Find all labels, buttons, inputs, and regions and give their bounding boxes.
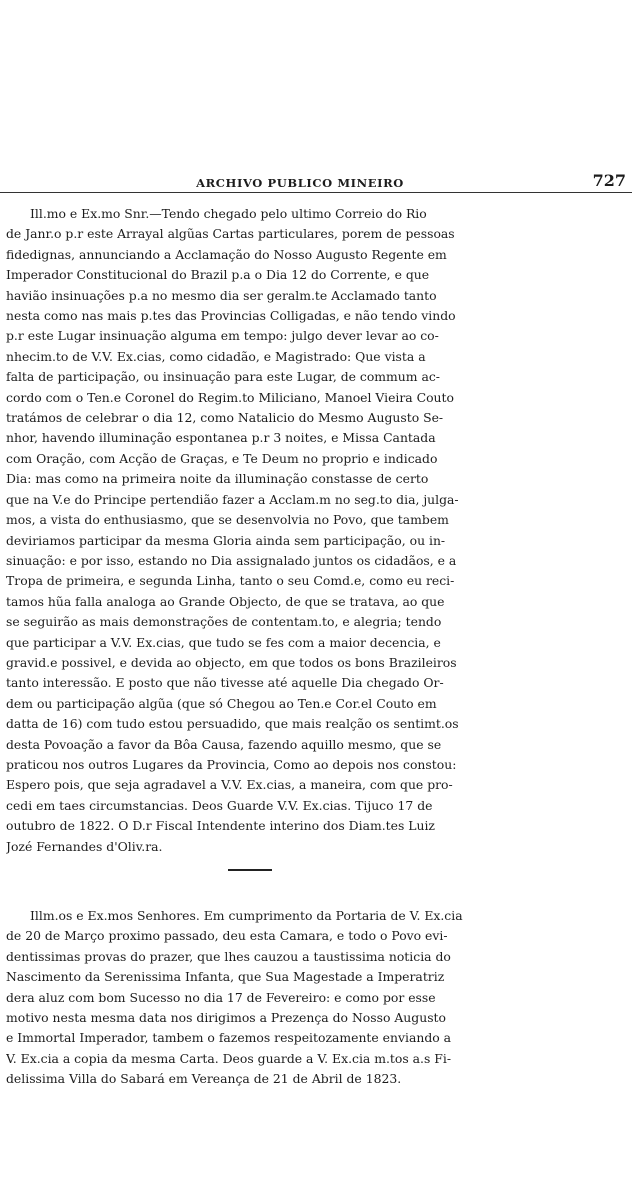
header-rule <box>0 192 632 193</box>
section-separator <box>228 869 272 871</box>
text-line: dentissimas provas do prazer, que lhes cauzou a taustissima noticia do <box>6 948 451 964</box>
text-line: Nascimento da Serenissima Infanta, que Sua Magestade a Imperatriz <box>6 969 445 985</box>
text-line: nhor, havendo illuminação espontanea p.r 3 noites, e Missa Cantada <box>6 430 436 446</box>
text-line: sinuação: e por isso, estando no Dia assignalado juntos os cidadãos, e a <box>6 552 457 568</box>
text-line: Imperador Constitucional do Brazil p.a o Dia 12 do Corrente, e que <box>6 267 430 283</box>
text-line: gravid.e possivel, e devida ao objecto, em que todos os bons Brazileiros <box>6 654 457 670</box>
text-line: cordo com o Ten.e Coronel do Regim.to Miliciano, Manoel Vieira Couto <box>6 389 454 405</box>
text-line: mos, a vista do enthusiasmo, que se desenvolvia no Povo, que tambem <box>6 512 449 528</box>
text-line: que participar a V.V. Ex.cias, que tudo se fes com a maior decencia, e <box>6 634 441 650</box>
text-line: Tropa de primeira, e segunda Linha, tanto o seu Comd.e, como eu reci- <box>6 573 455 589</box>
text-line: de Janr.o p.r este Arrayal algũas Cartas particulares, porem de pessoas <box>6 226 455 242</box>
text-line: falta de participação, ou insinuação para este Lugar, de commum ac- <box>6 369 440 385</box>
text-line: dem ou participação algũa (que só Chegou ao Ten.e Cor.el Couto em <box>6 695 437 711</box>
text-line: V. Ex.cia a copia da mesma Carta. Deos guarde a V. Ex.cia m.tos a.s Fi- <box>6 1050 452 1066</box>
text-line: motivo nesta mesma data nos dirigimos a Prezença do Nosso Augusto <box>6 1010 446 1026</box>
text-line: praticou nos outros Lugares da Provincia, Como ao depois nos constou: <box>6 756 457 772</box>
running-title: ARCHIVO PUBLICO MINEIRO <box>196 176 404 190</box>
text-line: Dia: mas como na primeira noite da illuminação constasse de certo <box>6 471 429 487</box>
text-line: Espero pois, que seja agradavel a V.V. Ex.cias, a maneira, com que pro- <box>6 777 453 793</box>
text-line: datta de 16) com tudo estou persuadido, que mais realção os sentimt.os <box>6 716 459 732</box>
text-line: deviriamos participar da mesma Gloria ainda sem participação, ou in- <box>6 532 446 548</box>
text-line: tanto interessão. E posto que não tivesse até aquelle Dia chegado Or- <box>6 675 444 691</box>
letter-paragraph-2 <box>6 906 626 1090</box>
page-number: 727 <box>592 171 626 190</box>
text-line: tratámos de celebrar o dia 12, como Natalicio do Mesmo Augusto Se- <box>6 410 444 426</box>
text-line: e Immortal Imperador, tambem o fazemos respeitozamente enviando a <box>6 1030 452 1046</box>
text-line: desta Povoação a favor da Bôa Causa, fazendo aquillo mesmo, que se <box>6 736 442 752</box>
text-line: que na V.e do Principe pertendião fazer a Acclam.m no seg.to dia, julga- <box>6 491 459 507</box>
text-line: de 20 de Março proximo passado, deu esta Camara, e todo o Povo evi- <box>6 928 448 944</box>
text-line: Ill.mo e Ex.mo Snr.—Tendo chegado pelo ultimo Correio do Rio <box>30 206 427 221</box>
text-line: nhecim.to de V.V. Ex.cias, como cidadão, e Magistrado: Que vista a <box>6 348 426 364</box>
text-line: delissima Villa do Sabará em Vereança de 21 de Abril de 1823. <box>6 1071 402 1087</box>
text-line: fidedignas, annunciando a Acclamação do Nosso Augusto Regente em <box>6 246 447 262</box>
text-line: cedi em taes circumstancias. Deos Guarde V.V. Ex.cias. Tijuco 17 de <box>6 797 433 813</box>
text-line: dera aluz com bom Sucesso no dia 17 de Fevereiro: e como por esse <box>6 989 436 1005</box>
text-line: p.r este Lugar insinuação alguma em tempo: julgo dever levar ao co- <box>6 328 439 344</box>
text-line: Jozé Fernandes d'Oliv.ra. <box>6 838 163 854</box>
text-line: nesta como nas mais p.tes das Provincias Colligadas, e não tendo vindo <box>6 308 456 324</box>
text-line: outubro de 1822. O D.r Fiscal Intendente interino dos Diam.tes Luiz <box>6 818 435 834</box>
text-line: Illm.os e Ex.mos Senhores. Em cumprimento da Portaria de V. Ex.cia <box>30 908 463 923</box>
text-line: com Oração, com Acção de Graças, e Te Deum no proprio e indicado <box>6 450 438 466</box>
text-line: tamos hũa falla analoga ao Grande Objecto, de que se tratava, ao que <box>6 593 445 609</box>
text-line: havião insinuações p.a no mesmo dia ser geralm.te Acclamado tanto <box>6 287 437 303</box>
letter-paragraph-1 <box>6 204 626 857</box>
text-line: se seguirão as mais demonstrações de contentam.to, e alegria; tendo <box>6 614 442 630</box>
